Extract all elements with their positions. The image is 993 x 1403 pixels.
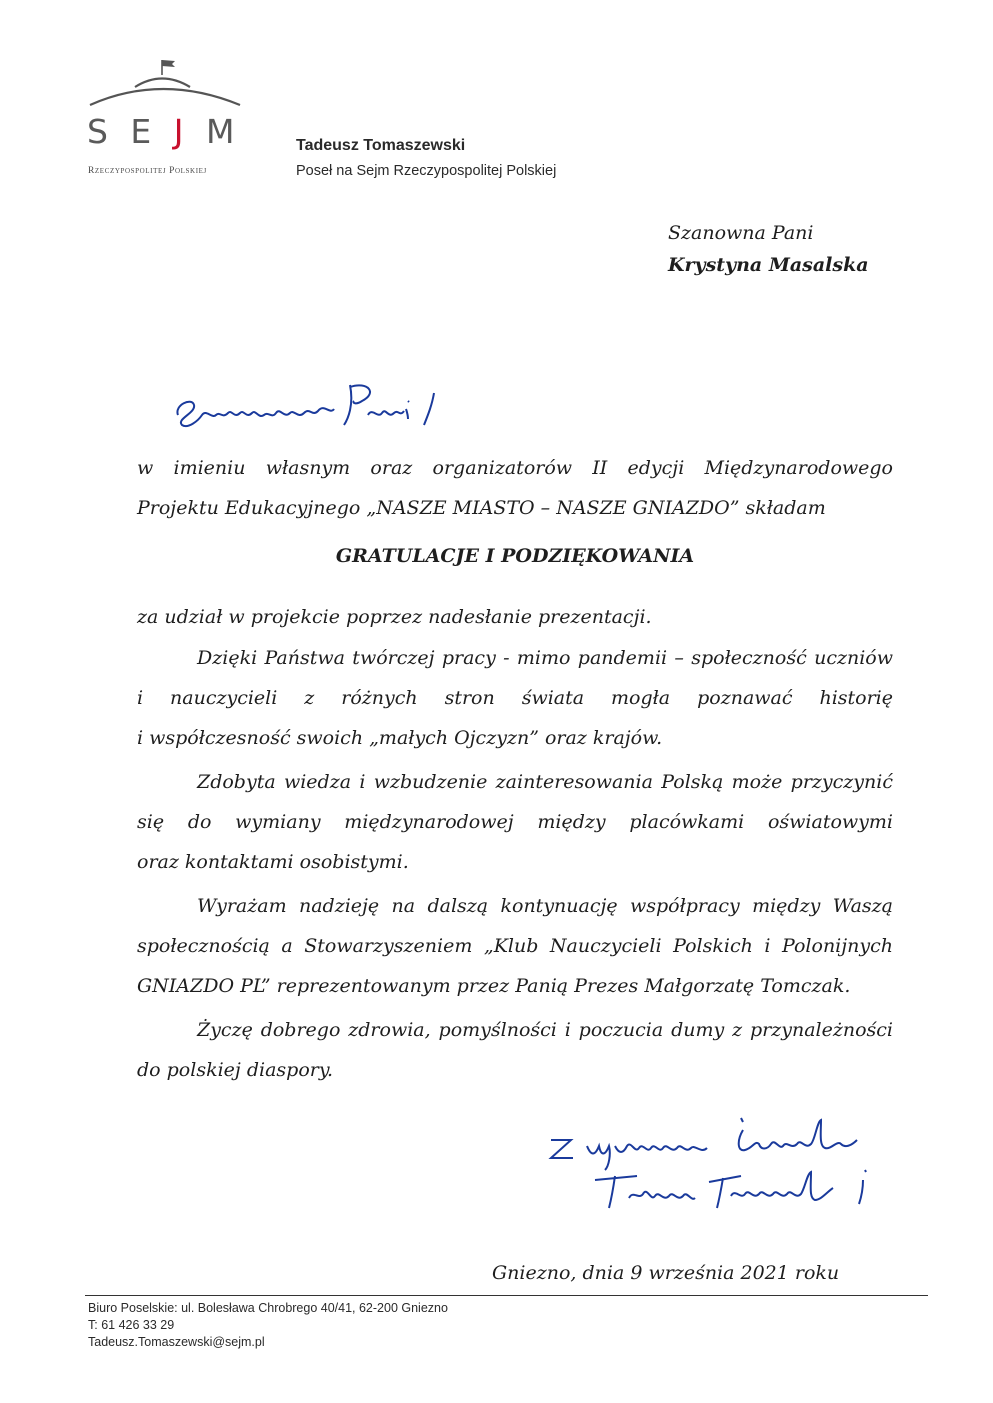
place-and-date: Gniezno, dnia 9 września 2021 roku — [492, 1262, 840, 1284]
footer-email: Tadeusz.Tomaszewski@sejm.pl — [88, 1335, 265, 1349]
paragraph-4-line-3: GNIAZDO PL” reprezentowanym przez Panią Prezes Małgorzatę Tomczak. — [137, 975, 851, 997]
footer-address: Biuro Poselskie: ul. Bolesława Chrobrego 40/41, 62-200 Gniezno — [88, 1301, 448, 1315]
intro-line-1: w imieniu własnym oraz organizatorów II edycji Międzynarodowego — [137, 457, 893, 479]
footer — [88, 1300, 448, 1351]
logo-subtitle: Rzeczypospolitej Polskiej — [88, 166, 207, 176]
sender-name: Tadeusz Tomaszewski — [296, 137, 466, 154]
paragraph-3-line-2: się do wymiany międzynarodowej między placówkami oświatowymi — [137, 811, 893, 833]
paragraph-4-line-2: społecznością a Stowarzyszeniem „Klub Nauczycieli Polskich i Polonijnych — [137, 935, 893, 957]
paragraph-5-line-2: do polskiej diaspory. — [137, 1059, 334, 1081]
paragraph-5-line-1: Życzę dobrego zdrowia, pomyślności i poczucia dumy z przynależności — [197, 1019, 893, 1041]
paragraph-2-line-2: i nauczycieli z różnych stron świata mogła poznawać historię — [137, 687, 893, 709]
handwritten-salutation-icon — [172, 375, 452, 435]
handwritten-signature-icon — [545, 1110, 885, 1220]
paragraph-4-line-1: Wyrażam nadzieję na dalszą kontynuację współpracy między Waszą — [197, 895, 893, 917]
paragraph-2-line-1: Dzięki Państwa twórczej pracy - mimo pandemii – społeczność uczniów — [197, 647, 893, 669]
logo-letter-j: J — [157, 112, 207, 151]
recipient-name: Krystyna Masalska — [668, 254, 869, 276]
sender-role: Poseł na Sejm Rzeczypospolitej Polskiej — [296, 163, 557, 179]
recipient-salutation: Szanowna Pani — [668, 222, 814, 244]
footer-divider — [85, 1295, 928, 1296]
intro-line-2: Projektu Edukacyjnego „NASZE MIASTO – NASZE GNIAZDO” składam — [137, 497, 826, 519]
paragraph-3-line-1: Zdobyta wiedza i wzbudzenie zainteresowania Polską może przyczynić — [197, 771, 893, 793]
logo-wordmark — [87, 112, 247, 151]
logo-letters-se: S E — [87, 112, 158, 151]
logo-letter-m: M — [206, 112, 241, 151]
paragraph-3-line-3: oraz kontaktami osobistymi. — [137, 851, 409, 873]
paragraph-1: za udział w projekcie poprzez nadesłanie prezentacji. — [137, 606, 652, 628]
paragraph-2-line-3: i współczesność swoich „małych Ojczyzn” oraz krajów. — [137, 727, 663, 749]
footer-phone: T: 61 426 33 29 — [88, 1318, 175, 1332]
letter-heading: GRATULACJE I PODZIĘKOWANIA — [335, 545, 695, 567]
